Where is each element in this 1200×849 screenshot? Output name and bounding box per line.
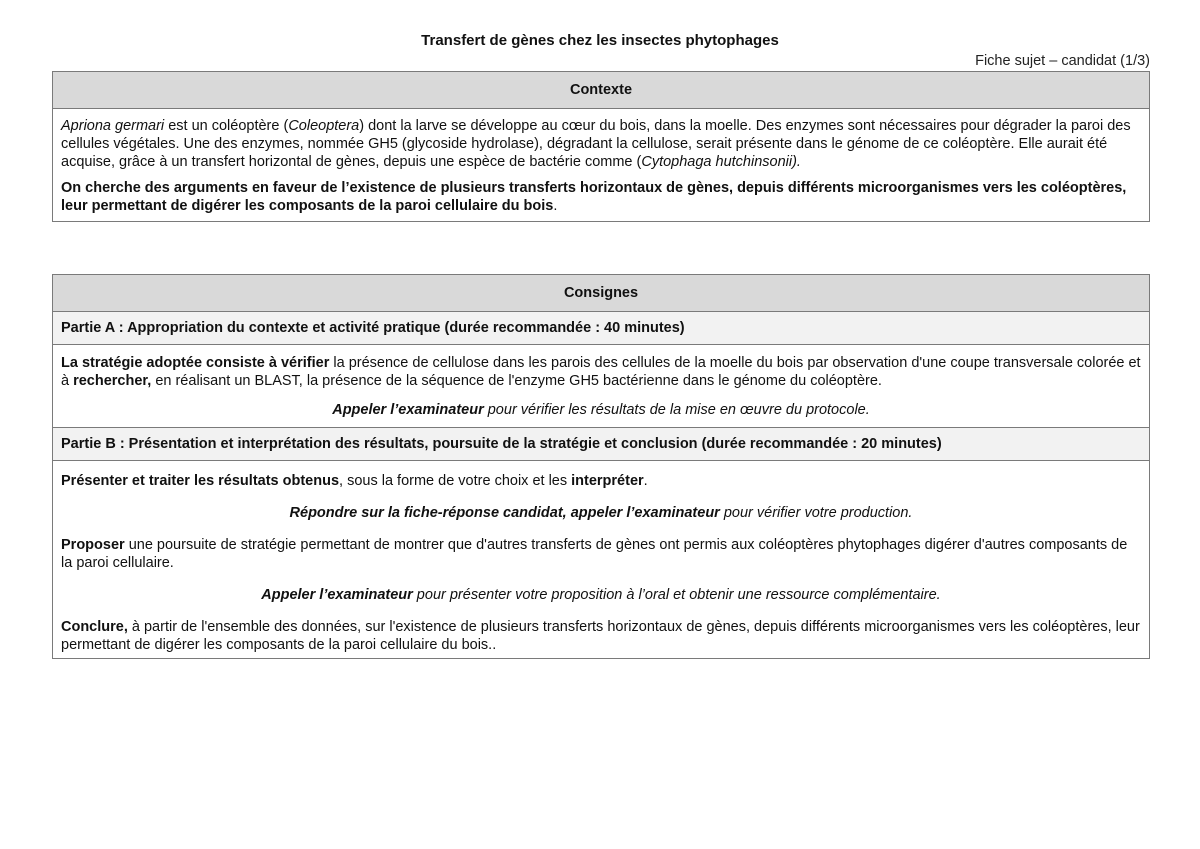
bold-span: interpréter [571, 473, 644, 489]
partie-b-present [61, 472, 1141, 490]
bold-span: Appeler l’examinateur [332, 402, 484, 418]
partie-b-title: Partie B : Présentation et interprétation des résultats, poursuite de la stratégie et conclusion (durée recommandée : 20 minutes) [53, 428, 1150, 461]
contexte-box [52, 71, 1150, 222]
consignes-header: Consignes [53, 275, 1150, 312]
bold-span: Conclure, [61, 619, 128, 635]
text-span: pour présenter votre proposition à l’oral et obtenir une ressource complémentaire. [412, 587, 941, 603]
document-title: Transfert de gènes chez les insectes phytophages [421, 32, 779, 49]
text-span: , sous la forme de votre choix et les [339, 473, 572, 489]
text-span: la présence de cellulose dans les parois des cellules de la moelle du bois par observation d'une coupe transversale colorée et à [61, 355, 1141, 389]
partie-a-call [61, 401, 1141, 419]
partie-a-strategy [61, 354, 1141, 390]
consignes-box [52, 274, 1150, 659]
text-span: est un coléoptère ( [164, 118, 289, 134]
bacteria-name: Cytophaga hutchinsonii). [641, 154, 801, 170]
text-span: en réalisant un BLAST, la présence de la séquence de l'enzyme GH5 bactérienne dans le génome du coléoptère. [151, 373, 882, 389]
contexte-objective [61, 179, 1141, 215]
fiche-label: Fiche sujet – candidat (1/3) [975, 53, 1150, 69]
partie-a-title: Partie A : Appropriation du contexte et activité pratique (durée recommandée : 40 minutes) [53, 312, 1150, 345]
objective-bold: On cherche des arguments en faveur de l’existence de plusieurs transferts horizontaux de gènes, depuis différents microorganismes vers les coléoptères, leur permettant de digérer les composants de la paroi cellulaire du bois [61, 180, 1127, 214]
partie-b-propose [61, 536, 1141, 572]
text-span: une poursuite de stratégie permettant de montrer que d'autres transferts de gènes ont permis aux coléoptères phytophages digérer d'autres composants de la paroi cellulaire. [61, 537, 1128, 571]
bold-span: La stratégie adoptée consiste à vérifier [61, 355, 330, 371]
bold-span: Répondre sur la fiche-réponse candidat, appeler l’examinateur [289, 505, 720, 521]
bold-span: Présenter et traiter les résultats obtenus [61, 473, 340, 489]
partie-a-body [53, 345, 1150, 428]
partie-b-call [61, 586, 1141, 604]
bold-span: Appeler l’examinateur [261, 587, 413, 603]
bold-span: rechercher, [73, 373, 152, 389]
contexte-header: Contexte [53, 72, 1150, 109]
text-span: à partir de l'ensemble des données, sur l'existence de plusieurs transferts horizontaux de gènes, depuis différents microorganismes vers les coléoptères, leur permettant de digérer les composants de la paroi cellulaire du bois.. [61, 619, 1140, 653]
text-span: ) dont la larve se développe au cœur du bois, dans la moelle. Des enzymes sont nécessaires pour dégrader la paroi des cellules végétales. Une des enzymes, nommée GH5 (glycoside hydrolase), dégradant la cellulose, serait présente dans le génome de ce coléoptère. Elle aurait été acquise, grâce à un transfert horizontal de gènes, depuis une espèce de bactérie comme ( [61, 118, 1131, 170]
order-name: Coleoptera [288, 118, 360, 134]
partie-b-answer [61, 504, 1141, 522]
text-span: pour vérifier les résultats de la mise en œuvre du protocole. [483, 402, 870, 418]
species-name: Apriona germari [61, 118, 165, 134]
contexte-body [53, 109, 1150, 222]
text-span: pour vérifier votre production. [719, 505, 913, 521]
contexte-paragraph [61, 117, 1141, 171]
partie-b-body [53, 461, 1150, 659]
text-span: . [643, 473, 648, 489]
text-span: . [553, 198, 558, 214]
bold-span: Proposer [61, 537, 125, 553]
partie-b-conclude [61, 618, 1141, 654]
